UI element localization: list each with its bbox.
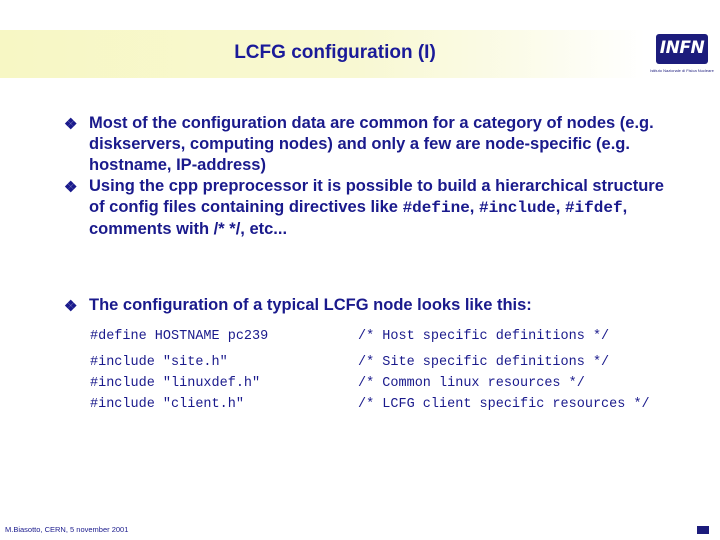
- code-ifdef: #ifdef: [564, 199, 623, 217]
- config-directive: #include "linuxdef.h": [90, 376, 261, 391]
- config-directive: #include "site.h": [90, 355, 228, 370]
- diamond-bullet-icon: ❖: [64, 298, 78, 315]
- footer-credit: M.Biasotto, CERN, 5 november 2001: [5, 525, 129, 534]
- diamond-bullet-icon: ❖: [64, 179, 78, 196]
- code-define: #define: [402, 199, 470, 217]
- bullet-item-cpp-preprocessor: [64, 176, 674, 240]
- config-line: [90, 352, 650, 373]
- config-comment: /* Common linux resources */: [358, 376, 585, 391]
- bullet-list: [64, 113, 674, 240]
- config-example: [90, 326, 650, 415]
- config-comment: /* Site specific definitions */: [358, 355, 610, 370]
- logo-subtext: Istituto Nazionale di Fisica Nucleare: [650, 68, 714, 73]
- infn-logo: [650, 32, 714, 78]
- config-comment: /* Host specific definitions */: [358, 329, 610, 344]
- bullet-text: Using the cpp preprocessor it is possible to build a hierarchical structure of config files containing directives like: [89, 177, 664, 216]
- diamond-bullet-icon: ❖: [64, 116, 78, 133]
- slide-title: LCFG configuration (I): [234, 42, 436, 63]
- config-directive: #include "client.h": [90, 397, 244, 412]
- config-line: [90, 394, 650, 415]
- bullet-item-common-config: [64, 113, 674, 176]
- separator: ,: [469, 198, 479, 216]
- code-include: #include: [478, 199, 556, 217]
- bullet-text: Most of the configuration data are common for a category of nodes (e.g. diskservers, computing nodes) and only a few are node-specific (e.g. hostname, IP-address): [89, 114, 654, 174]
- config-line: [90, 326, 650, 352]
- bullet-text-end: , comments with /* */, etc...: [89, 198, 628, 238]
- config-directive: #define HOSTNAME pc239: [90, 329, 269, 344]
- bullet-text: The configuration of a typical LCFG node looks like this:: [89, 296, 532, 314]
- config-comment: /* LCFG client specific resources */: [358, 397, 650, 412]
- separator: ,: [555, 198, 565, 216]
- logo-text: INFN: [659, 38, 705, 58]
- corner-logo-mark: [697, 526, 709, 534]
- bullet-item-typical-node: [64, 295, 699, 316]
- config-line: [90, 373, 650, 394]
